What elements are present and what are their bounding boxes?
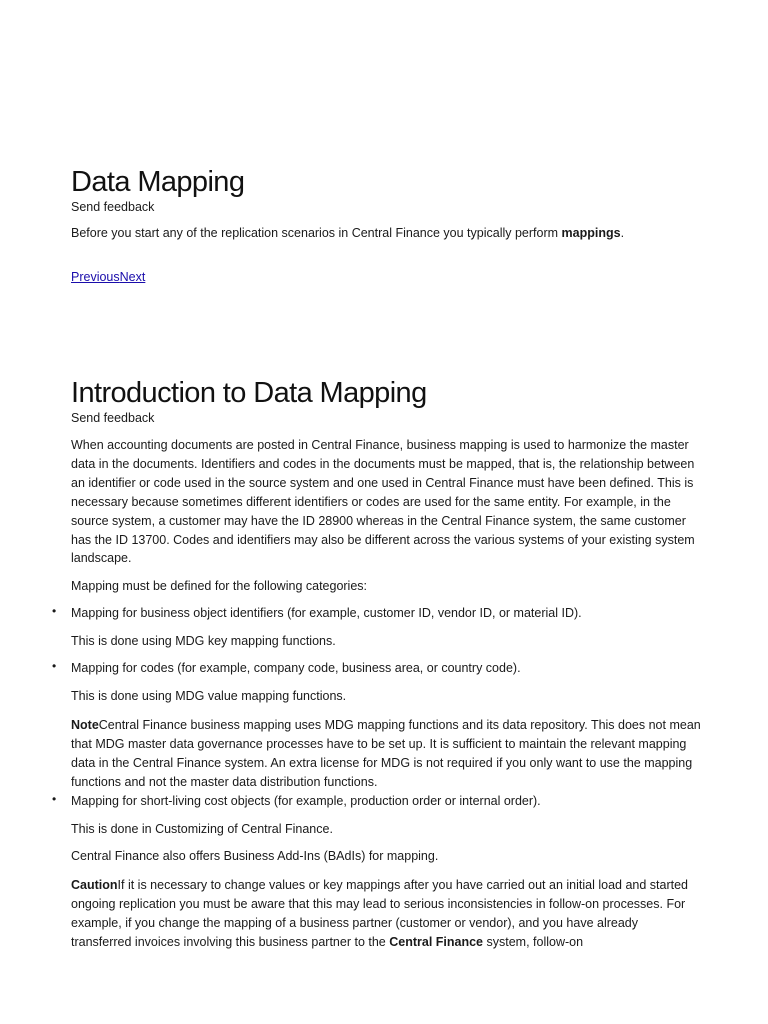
next-link[interactable]: Next — [119, 270, 146, 284]
list-item — [52, 659, 701, 678]
list-item-detail: This is done using MDG key mapping functions. — [71, 634, 336, 648]
section-title: Introduction to Data Mapping — [71, 377, 427, 409]
send-feedback-link[interactable]: Send feedback — [71, 200, 155, 214]
list-item-detail: This is done in Customizing of Central Finance. — [71, 822, 333, 836]
pagination-nav — [71, 268, 701, 286]
send-feedback-link-2[interactable]: Send feedback — [71, 411, 155, 425]
list-item-detail: This is done using MDG value mapping functions. — [71, 689, 347, 703]
list-item-text: Mapping for codes (for example, company code, business area, or country code). — [71, 661, 521, 675]
caution-bold-term: Central Finance — [389, 934, 484, 949]
bullet-marker: • — [52, 792, 57, 806]
note-block — [71, 716, 701, 792]
caution-text: If it is necessary to change values or key mappings after you have carried out an initial load and started ongoing replication you must be aware that this may lead to serious inconsistencies in follow-on processes. For example, if you change the mapping of a business partner (customer or vendor), and you have already transferred invoices involving this business partner to the — [71, 878, 688, 949]
list-item — [52, 792, 701, 811]
bullet-marker: • — [52, 604, 57, 618]
categories-intro: Mapping must be defined for the following categories: — [71, 579, 368, 593]
section-intro: Before you start any of the replication scenarios in Central Finance you typically perform mappings. — [71, 226, 625, 240]
caution-block — [71, 876, 701, 952]
intro-paragraph: When accounting documents are posted in Central Finance, business mapping is used to harmonize the master data in the documents. Identifiers and codes in the documents must be mapped, that is, the relationship between an identifier or code used in the source system and one used in Central Finance must have been defined. This is necessary because sometimes different identifiers or codes are used for the same entity. For example, in the source system, a customer may have the ID 28900 whereas in the Central Finance system, the same customer has the ID 13700. Codes and identifiers may also be different across the various systems of your existing system landscape. — [71, 438, 695, 566]
note-text: Central Finance business mapping uses MDG mapping functions and its data repository. This does not mean that MDG master data governance processes have to be set up. It is sufficient to maintain the relevant mapping data in the Central Finance system. An extra license for MDG is not required if you only want to use the mapping functions and not the master data distribution functions. — [71, 718, 701, 789]
caution-tail: system, follow-on — [483, 934, 584, 949]
note-label: Note — [71, 718, 99, 732]
page-title: Data Mapping — [71, 166, 245, 198]
bullet-marker: • — [52, 659, 57, 673]
caution-label: Caution — [71, 878, 118, 892]
previous-link[interactable]: Previous — [71, 270, 120, 284]
badi-paragraph: Central Finance also offers Business Add-Ins (BAdIs) for mapping. — [71, 849, 439, 863]
list-item — [52, 604, 701, 623]
list-item-text: Mapping for short-living cost objects (for example, production order or internal order). — [71, 794, 541, 808]
list-item-text: Mapping for business object identifiers (for example, customer ID, vendor ID, or material ID). — [71, 606, 582, 620]
